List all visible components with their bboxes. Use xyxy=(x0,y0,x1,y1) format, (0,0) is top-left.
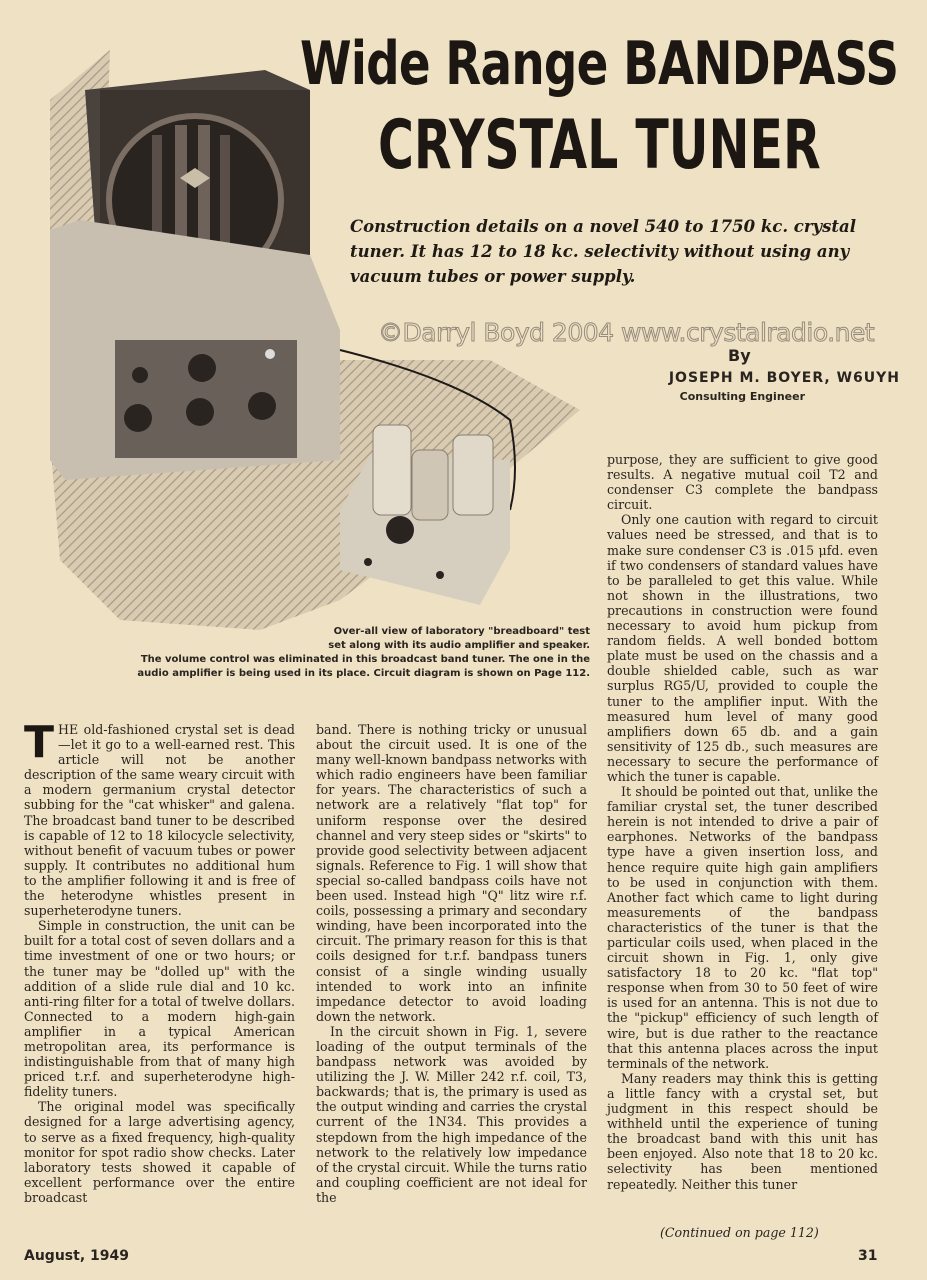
paragraph: In the circuit shown in Fig. 1, severe loading of the output terminals of the bandpass network was avoided by utilizing the J. W. Miller 242 r.f. coil, T3, backwards; that is, the primary is used as the output winding and carries the crystal current of the 1N34. This provides a stepdown from the high impedance of the network to the relatively low impedance of the crystal circuit. While the turns ratio and coupling coefficient are not ideal for the xyxy=(316,1023,587,1205)
caption-line: The volume control was eliminated in this broadcast band tuner. The one in the xyxy=(140,654,590,665)
paragraph: The original model was specifically designed for a large advertising agency, to serve as a fixed frequency, high-quality monitor for spot radio show checks. Later laboratory tests showed it capable of excellent performance over the entire broadcast xyxy=(24,1099,295,1205)
article-title-line1: Wide Range BANDPASS xyxy=(300,29,899,99)
paragraph: It should be pointed out that, unlike the familiar crystal set, the tuner described herein is not intended to drive a pair of earphones. Networks of the bandpass type have a given insertion loss, and hence require quite high gain amplifiers to be used in conjunction with them. Another fact which came to light during measurements of the bandpass characteristics of the tuner is that the particular coils used, when placed in the circuit shown in Fig. 1, only give satisfactory 18 to 20 kc. "flat top" response when from 30 to 50 feet of wire is used for an antenna. This is not due to the "pickup" efficiency of such length of wire, but is due rather to the reactance that this antenna places across the input terminals of the network. xyxy=(607,784,878,1071)
article-column-2 xyxy=(316,722,587,1205)
byline-by: By xyxy=(728,346,751,365)
article-column-3 xyxy=(607,452,878,1192)
byline-role: Consulting Engineer xyxy=(679,390,805,403)
paragraph: Many readers may think this is getting a little fancy with a crystal set, but judgment in this respect should be withheld until the experience of tuning the broadcast band with this unit has been enjoyed. Also note that 18 to 20 kc. selectivity has been mentioned repeatedly. Neither this tuner xyxy=(607,1070,878,1192)
drop-cap: T xyxy=(24,717,55,768)
paragraph: purpose, they are sufficient to give good results. A negative mutual coil T2 and condenser C3 complete the bandpass circuit. xyxy=(607,452,878,513)
byline-author: JOSEPH M. BOYER, W6UYH xyxy=(668,370,900,386)
caption-line: Over-all view of laboratory "breadboard" test xyxy=(333,626,590,637)
paragraph-text: HE old-fashioned crystal set is dead—let it go to a well-earned rest. This article will not be another description of the same weary circuit with a modern germanium crystal detector subbing for the "cat whisker" and galena. The broadcast band tuner to be described is capable of 12 to 18 kilocycle selectivity, without benefit of vacuum tubes or power supply. It contributes no additional hum to the amplifier following it and is free of the heterodyne whistles present in superheterodyne tuners. xyxy=(24,722,295,919)
article-subtitle: Construction details on a novel 540 to 1750 kc. crystal tuner. It has 12 to 18 kc. selectivity without using any vacuum tubes or power supply. xyxy=(350,217,857,286)
paragraph xyxy=(24,717,295,919)
footer-date: August, 1949 xyxy=(24,1248,129,1264)
page-number: 31 xyxy=(858,1248,878,1264)
article-title-line2: CRYSTAL TUNER xyxy=(378,106,821,185)
caption-line: audio amplifier is being used in its place. Circuit diagram is shown on Page 112. xyxy=(137,668,590,679)
watermark: ©Darryl Boyd 2004 www.crystalradio.net xyxy=(378,318,875,347)
continued-note: (Continued on page 112) xyxy=(660,1225,819,1240)
article-column-1 xyxy=(24,717,296,1205)
paragraph: band. There is nothing tricky or unusual about the circuit used. It is one of the many well-known bandpass networks with which radio engineers have been familiar for years. The characteristics of such a network are a relatively "flat top" for uniform response over the desired channel and very steep sides or "skirts" to provide good selectivity between adjacent signals. Reference to Fig. 1 will show that special so-called bandpass coils have not been used. Instead high "Q" litz wire r.f. coils, possessing a primary and secondary winding, have been incorporated into the circuit. The primary reason for this is that coils designed for t.r.f. bandpass tuners consist of a single winding usually intended to work into an infinite impedance detector to avoid loading down the network. xyxy=(316,722,587,1024)
paragraph: Only one caution with regard to circuit values need be stressed, and that is to make sure condenser C3 is .015 μfd. even if two condensers of standard values have to be paralleled to get this value. While not shown in the illustrations, two precautions in construction were found necessary to avoid hum pickup from random fields. A well bonded bottom plate must be used on the chassis and a double shielded cable, such as war surplus RG5/U, provided to couple the tuner to the amplifier input. With the measured hum level of many good amplifiers down 65 db. and a gain sensitivity of 125 db., such measures are necessary to secure the performance of which the tuner is capable. xyxy=(607,512,878,784)
paragraph: Simple in construction, the unit can be built for a total cost of seven dollars and a time investment of one or two hours; or the tuner may be "dolled up" with the addition of a slide rule dial and 10 kc. anti-ring filter for a total of twelve dollars. Connected to a modern high-gain amplifier in a typical American metropolitan area, its performance is indistinguishable from that of many high priced t.r.f. and superheterodyne high-fidelity tuners. xyxy=(24,918,296,1100)
amplifier-cabinet xyxy=(50,220,340,480)
caption-line: set along with its audio amplifier and speaker. xyxy=(328,640,590,651)
photo-caption xyxy=(100,625,590,681)
